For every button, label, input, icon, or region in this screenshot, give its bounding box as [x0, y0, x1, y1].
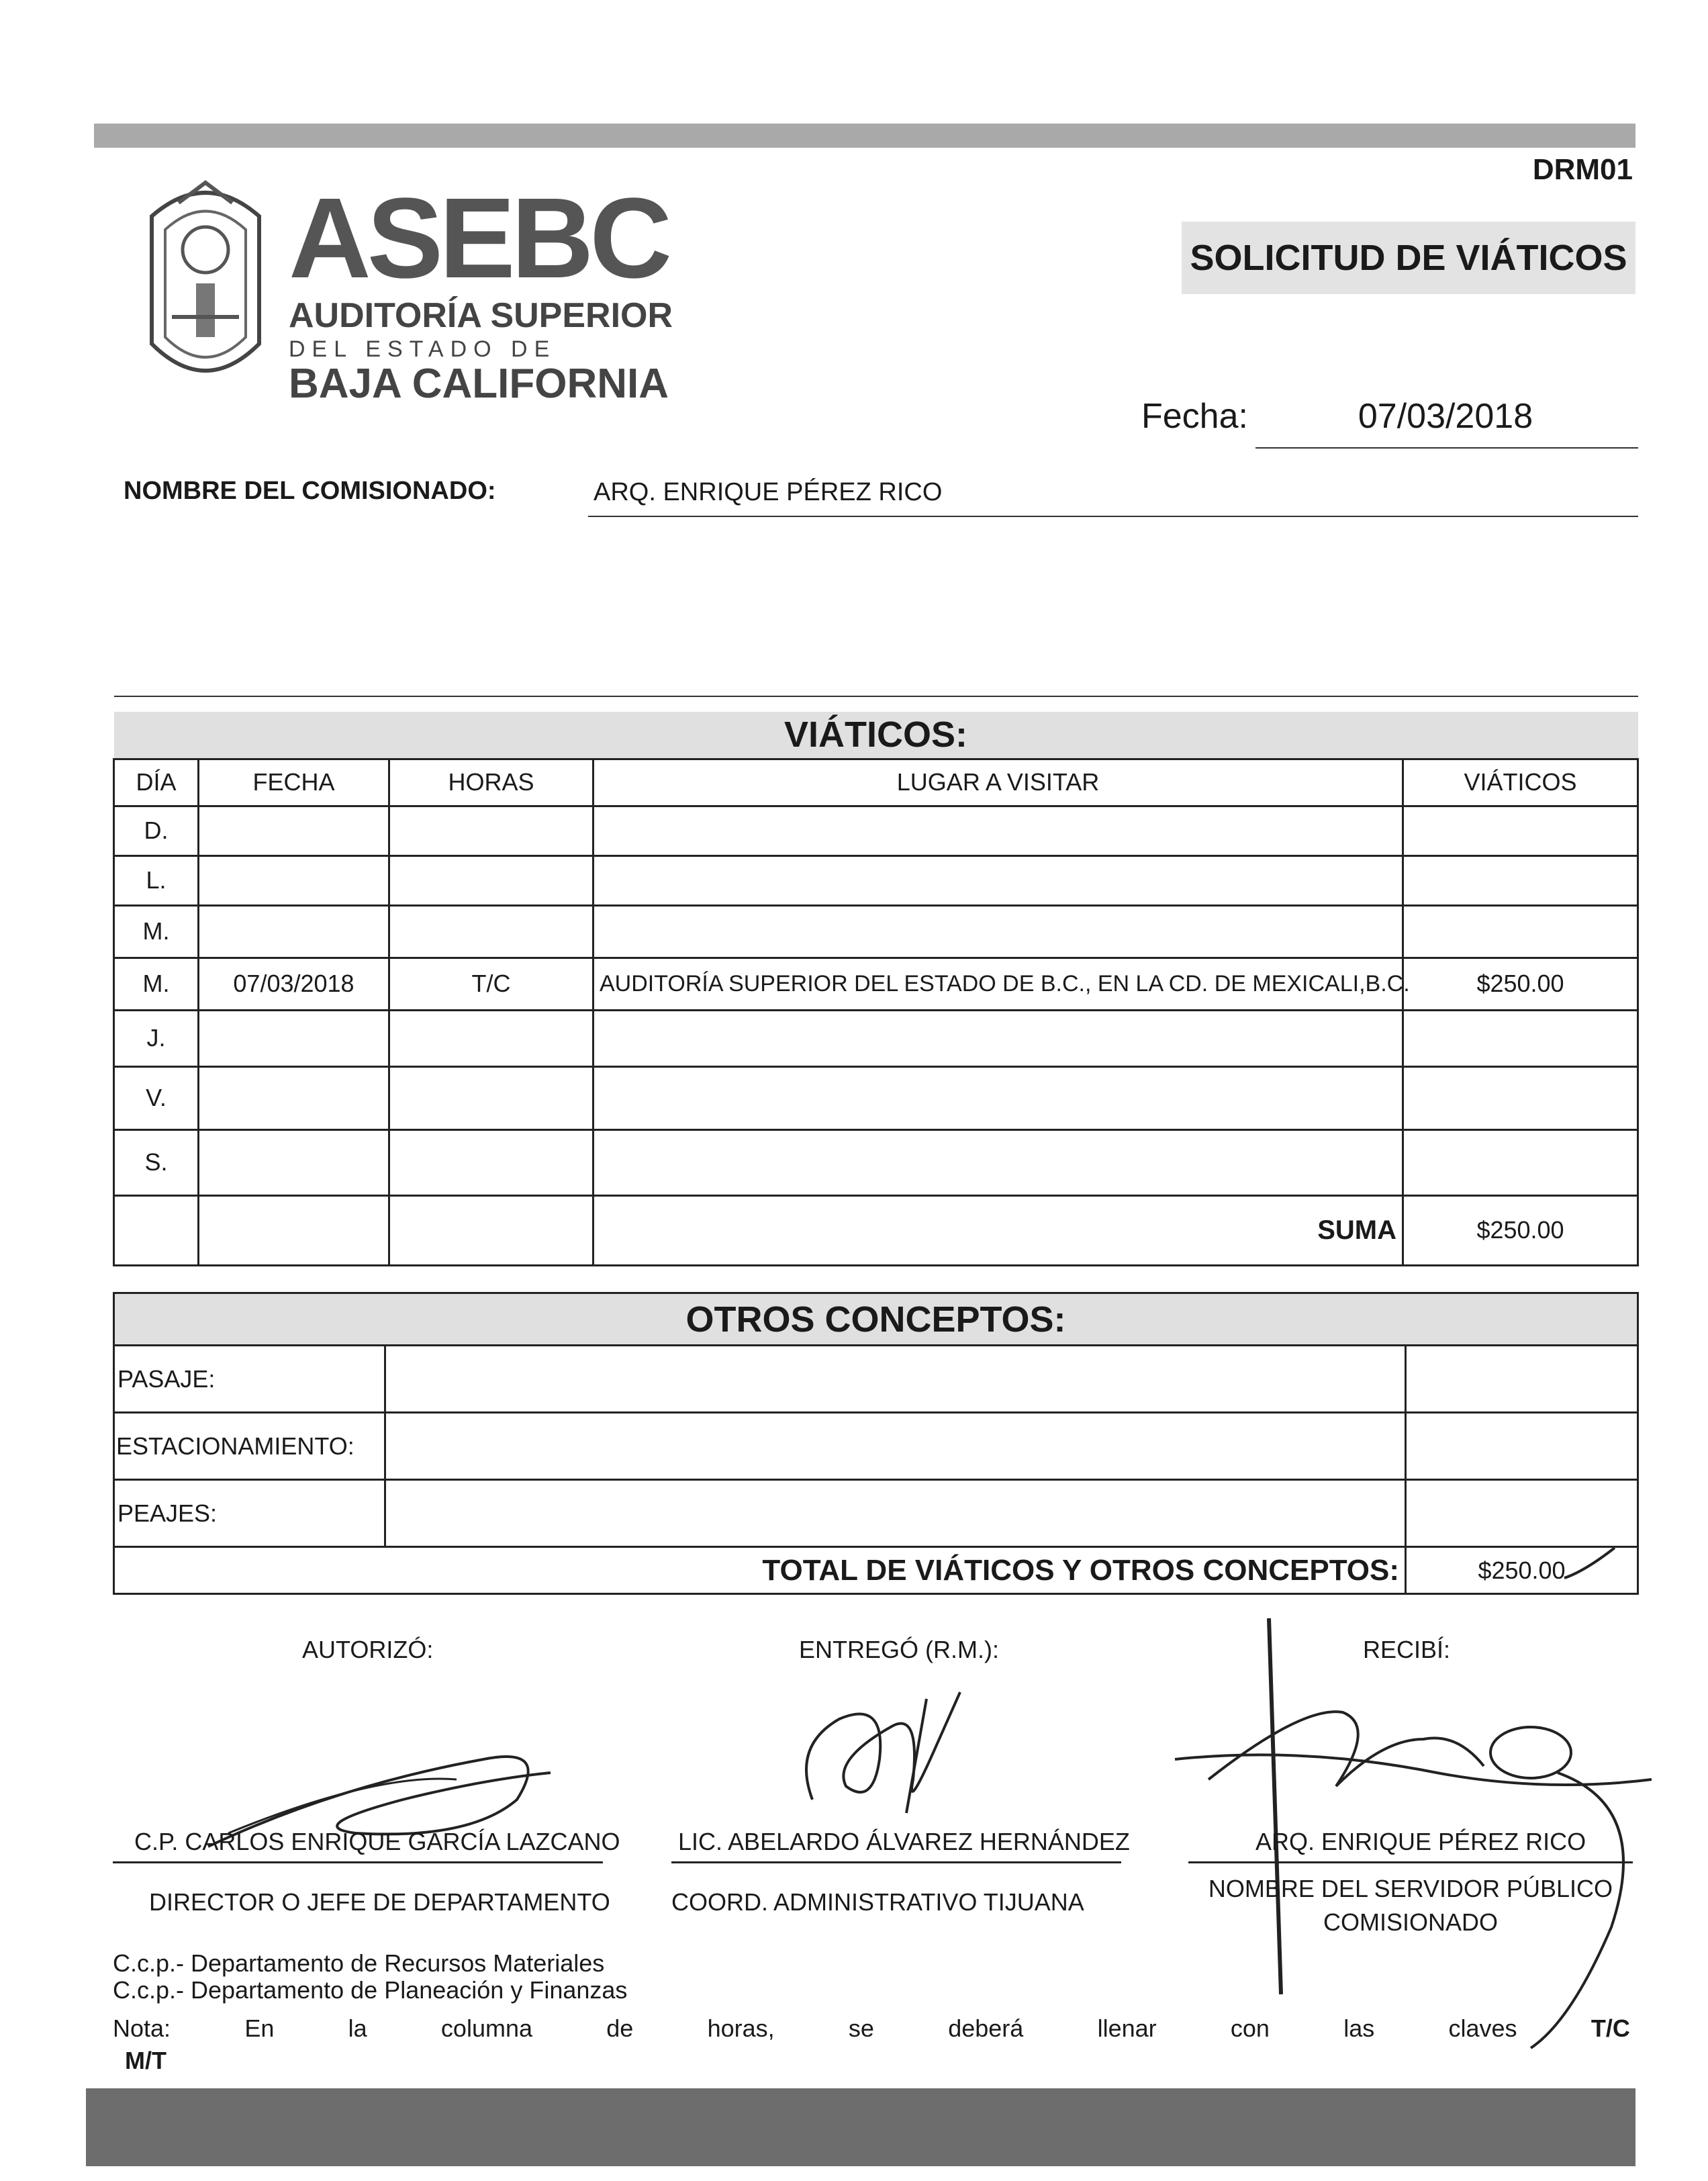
- cell-viaticos: [1403, 1129, 1638, 1195]
- col-header-dia: DÍA: [114, 759, 199, 806]
- nota-word: columna: [440, 2014, 532, 2042]
- table-row: [114, 1413, 1638, 1480]
- cell-dia: J.: [114, 1010, 199, 1066]
- ccp-line: C.c.p.- Departamento de Planeación y Finanzas: [113, 1976, 628, 2004]
- fecha-label: Fecha:: [1141, 397, 1248, 436]
- cell-lugar: [594, 806, 1403, 855]
- col-header-horas: HORAS: [389, 759, 594, 806]
- suma-row: [114, 1195, 1638, 1265]
- otros-value-pasaje: [1406, 1346, 1638, 1413]
- logo-text: [289, 175, 673, 407]
- nota-word: la: [348, 2014, 367, 2042]
- col-header-fecha: FECHA: [199, 759, 389, 806]
- logo-line-1: AUDITORÍA SUPERIOR: [289, 296, 673, 335]
- nota-word: Nota:: [113, 2014, 171, 2042]
- recibi-signature-line: [1188, 1861, 1633, 1863]
- logo-acronym: ASEBC: [289, 175, 669, 302]
- comisionado-label: NOMBRE DEL COMISIONADO:: [124, 477, 496, 505]
- cell-viaticos: [1403, 1010, 1638, 1066]
- cell-viaticos: [1403, 855, 1638, 905]
- logo-line-2: DEL ESTADO DE: [289, 336, 557, 362]
- table-row: [114, 1066, 1638, 1129]
- nota-word: horas,: [707, 2014, 775, 2042]
- cell-dia: D.: [114, 806, 199, 855]
- check-mark-icon: [1558, 1544, 1618, 1585]
- section-divider: [114, 696, 1638, 697]
- table-row: [114, 1010, 1638, 1066]
- otros-value-peajes: [1406, 1480, 1638, 1547]
- ccp-block: [113, 1950, 627, 2004]
- cell-horas: [389, 855, 594, 905]
- table-row: [114, 905, 1638, 958]
- entrego-name: LIC. ABELARDO ÁLVAREZ HERNÁNDEZ: [678, 1828, 1130, 1855]
- total-value: $250.00: [1406, 1547, 1638, 1594]
- viaticos-table: [113, 712, 1639, 1266]
- cell-lugar: [594, 855, 1403, 905]
- cell-horas: [389, 1066, 594, 1129]
- entrego-role: COORD. ADMINISTRATIVO TIJUANA: [671, 1888, 1084, 1916]
- cell-lugar: [594, 1129, 1403, 1195]
- fecha-value: 07/03/2018: [1358, 397, 1533, 436]
- cell-lugar: [594, 1010, 1403, 1066]
- recibi-role-line-1: NOMBRE DEL SERVIDOR PÚBLICO: [1208, 1875, 1613, 1902]
- nota-word: En: [244, 2014, 275, 2042]
- nota-word: de: [606, 2014, 634, 2042]
- viaticos-header-row: [114, 759, 1638, 806]
- suma-value: $250.00: [1403, 1195, 1638, 1265]
- nota-line: [113, 2014, 1630, 2043]
- cell-viaticos: [1403, 806, 1638, 855]
- autorizo-signature-line: [113, 1861, 603, 1863]
- cell-fecha: [199, 855, 389, 905]
- cell-dia: M.: [114, 905, 199, 958]
- logo-line-3: BAJA CALIFORNIA: [289, 361, 669, 407]
- nota-word: las: [1343, 2014, 1375, 2042]
- otros-value-estacionamiento: [1406, 1413, 1638, 1480]
- nota-word: claves: [1448, 2014, 1517, 2042]
- fecha-underline: [1255, 447, 1638, 449]
- nota-word: con: [1230, 2014, 1270, 2042]
- cell-fecha: 07/03/2018: [199, 958, 389, 1010]
- otros-label-pasaje: PASAJE:: [114, 1346, 385, 1413]
- state-seal-icon: [132, 176, 279, 398]
- signature-entrego-icon: [786, 1679, 987, 1826]
- cell-horas: [389, 806, 594, 855]
- nota-word: deberá: [948, 2014, 1024, 2042]
- recibi-heading: RECIBÍ:: [1363, 1636, 1451, 1663]
- cell-fecha: [199, 1129, 389, 1195]
- nota-word: se: [848, 2014, 874, 2042]
- autorizo-name: C.P. CARLOS ENRIQUE GARCÍA LAZCANO: [134, 1828, 620, 1855]
- nota-continuation: M/T: [125, 2047, 167, 2074]
- nota-word: T/C: [1591, 2014, 1630, 2042]
- cell-horas: [389, 1129, 594, 1195]
- otros-title: OTROS CONCEPTOS:: [114, 1293, 1638, 1346]
- table-row: [114, 1129, 1638, 1195]
- table-row: [114, 855, 1638, 905]
- table-row: [114, 1346, 1638, 1413]
- cell-viaticos: [1403, 1066, 1638, 1129]
- recibi-name: ARQ. ENRIQUE PÉREZ RICO: [1255, 1828, 1586, 1855]
- col-header-viaticos: VIÁTICOS: [1403, 759, 1638, 806]
- cell-horas: [389, 905, 594, 958]
- otros-label-peajes: PEAJES:: [114, 1480, 385, 1547]
- viaticos-title: VIÁTICOS:: [114, 712, 1638, 759]
- form-code: DRM01: [1532, 153, 1633, 186]
- suma-label: SUMA: [594, 1195, 1403, 1265]
- cell-lugar: AUDITORÍA SUPERIOR DEL ESTADO DE B.C., EN LA CD. DE MEXICALI,B.C.: [594, 958, 1403, 1010]
- otros-conceptos-table: [113, 1292, 1639, 1595]
- bottom-bar: [86, 2088, 1635, 2166]
- cell-lugar: [594, 905, 1403, 958]
- cell-fecha: [199, 806, 389, 855]
- cell-dia: L.: [114, 855, 199, 905]
- ccp-line: C.c.p.- Departamento de Recursos Materiales: [113, 1949, 605, 1977]
- total-row: [114, 1547, 1638, 1594]
- cell-viaticos: [1403, 905, 1638, 958]
- cell-dia: V.: [114, 1066, 199, 1129]
- cell-dia: M.: [114, 958, 199, 1010]
- top-bar: [94, 124, 1635, 148]
- comisionado-underline: [588, 516, 1638, 517]
- cell-horas: [389, 1010, 594, 1066]
- page-title: SOLICITUD DE VIÁTICOS: [1182, 222, 1635, 294]
- autorizo-role: DIRECTOR O JEFE DE DEPARTAMENTO: [149, 1888, 610, 1916]
- col-header-lugar: LUGAR A VISITAR: [594, 759, 1403, 806]
- recibi-role: [1188, 1872, 1633, 1939]
- recibi-role-line-2: COMISIONADO: [1323, 1908, 1498, 1936]
- table-row: [114, 1480, 1638, 1547]
- autorizo-heading: AUTORIZÓ:: [302, 1636, 434, 1663]
- entrego-heading: ENTREGÓ (R.M.):: [799, 1636, 999, 1663]
- cell-fecha: [199, 905, 389, 958]
- cell-fecha: [199, 1010, 389, 1066]
- cell-fecha: [199, 1066, 389, 1129]
- table-row: [114, 806, 1638, 855]
- cell-dia: S.: [114, 1129, 199, 1195]
- otros-label-estacionamiento: ESTACIONAMIENTO:: [114, 1413, 385, 1480]
- comisionado-value: ARQ. ENRIQUE PÉREZ RICO: [594, 478, 943, 506]
- cell-lugar: [594, 1066, 1403, 1129]
- table-row: [114, 958, 1638, 1010]
- cell-viaticos: $250.00: [1403, 958, 1638, 1010]
- entrego-signature-line: [671, 1861, 1121, 1863]
- total-label: TOTAL DE VIÁTICOS Y OTROS CONCEPTOS:: [114, 1547, 1406, 1594]
- nota-word: llenar: [1097, 2014, 1157, 2042]
- cell-horas: T/C: [389, 958, 594, 1010]
